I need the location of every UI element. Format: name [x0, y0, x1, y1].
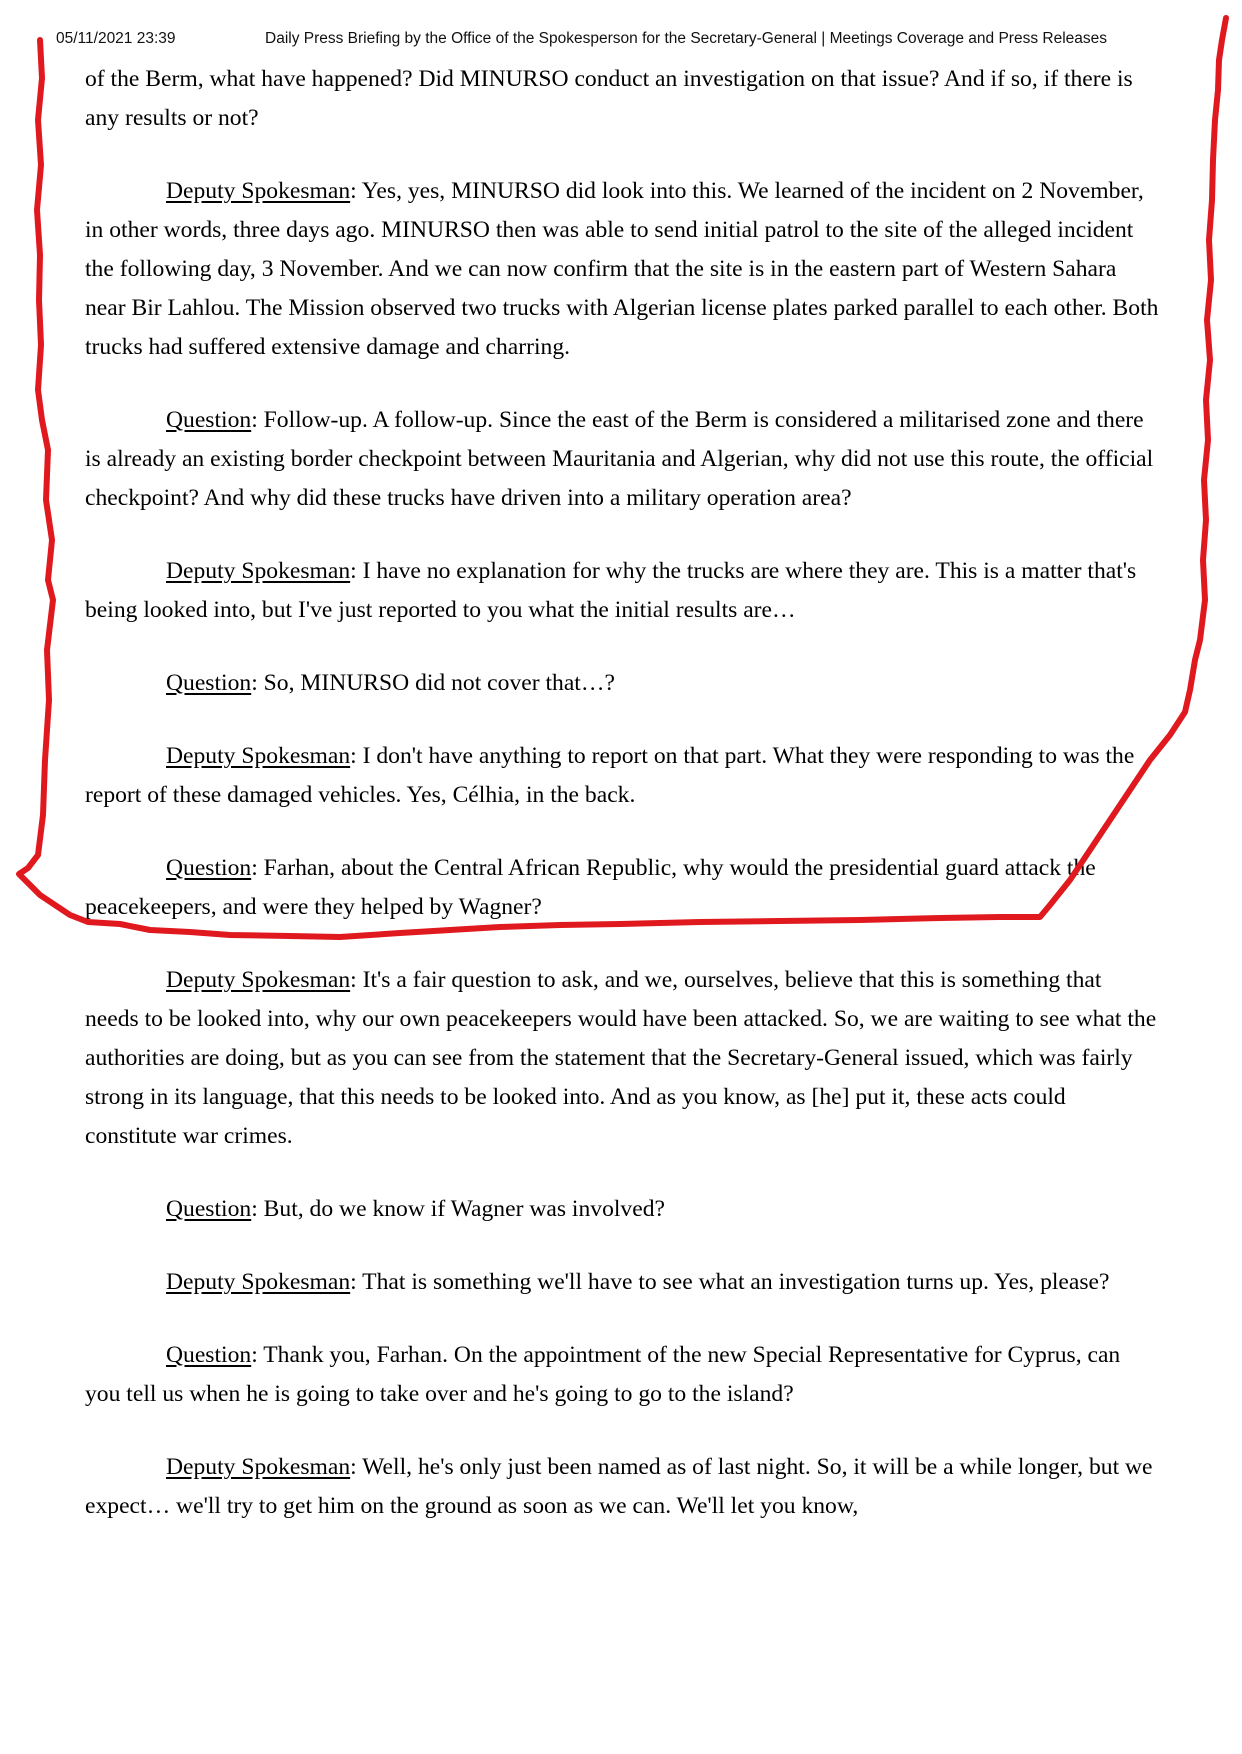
print-timestamp: 05/11/2021 23:39	[56, 30, 176, 47]
transcript-paragraph	[85, 961, 1160, 1156]
paragraph-text: : Follow-up. A follow-up. Since the east of the Berm is considered a militarised zone and there is already an existing border checkpoint between Mauritania and Algerian, why did not use this route, the official checkpoint? And why did these trucks have driven into a military operation area?	[85, 407, 1154, 511]
paragraph-text: : But, do we know if Wagner was involved?	[251, 1196, 665, 1222]
paragraph-text: of the Berm, what have happened? Did MINURSO conduct an investigation on that issue? And if so, if there is any results or not?	[85, 66, 1133, 131]
paragraph-text: : Well, he's only just been named as of last night. So, it will be a while longer, but we expect… we'll try to get him on the ground as soon as we can. We'll let you know,	[85, 1454, 1153, 1519]
speaker-label: Question	[166, 670, 252, 696]
speaker-label: Question	[166, 1342, 252, 1368]
transcript-paragraph	[85, 849, 1160, 927]
paragraph-text: : It's a fair question to ask, and we, ourselves, believe that this is something that needs to be looked into, why our own peacekeepers would have been attacked. So, we are waiting to see what the authorities are doing, but as you can see from the statement that the Secretary-General issued, which was fairly strong in its language, that this needs to be looked into. And as you know, as [he] put it, these acts could constitute war crimes.	[85, 967, 1157, 1149]
transcript-paragraph	[85, 552, 1160, 630]
print-page-title: Daily Press Briefing by the Office of the Spokesperson for the Secretary-General | Meetings Coverage and Press Releases	[265, 30, 1108, 47]
transcript-paragraph	[85, 1336, 1160, 1414]
speaker-label: Deputy Spokesman	[166, 743, 351, 769]
transcript-paragraph	[85, 1190, 1160, 1229]
speaker-label: Deputy Spokesman	[166, 967, 351, 993]
transcript-paragraph	[85, 172, 1160, 367]
speaker-label: Question	[166, 1196, 252, 1222]
paragraph-text: : I have no explanation for why the trucks are where they are. This is a matter that's being looked into, but I've just reported to you what the initial results are…	[85, 558, 1137, 623]
transcript-paragraph	[85, 60, 1160, 138]
paragraph-text: : So, MINURSO did not cover that…?	[251, 670, 615, 696]
print-header	[56, 30, 1172, 54]
paragraph-text: : Thank you, Farhan. On the appointment of the new Special Representative for Cyprus, can you tell us when he is going to take over and he's going to go to the island?	[85, 1342, 1121, 1407]
speaker-label: Deputy Spokesman	[166, 558, 351, 584]
transcript-paragraph	[85, 1448, 1160, 1526]
transcript-paragraph	[85, 737, 1160, 815]
paragraph-text: : That is something we'll have to see what an investigation turns up. Yes, please?	[350, 1269, 1110, 1295]
paragraph-text: : Yes, yes, MINURSO did look into this. We learned of the incident on 2 November, in other words, three days ago. MINURSO then was able to send initial patrol to the site of the alleged incident the following day, 3 November. And we can now confirm that the site is in the eastern part of Western Sahara near Bir Lahlou. The Mission observed two trucks with Algerian license plates parked parallel to each other. Both trucks had suffered extensive damage and charring.	[85, 178, 1159, 360]
speaker-label: Question	[166, 407, 252, 433]
speaker-label: Deputy Spokesman	[166, 1269, 351, 1295]
speaker-label: Deputy Spokesman	[166, 178, 351, 204]
speaker-label: Question	[166, 855, 252, 881]
speaker-label: Deputy Spokesman	[166, 1454, 351, 1480]
transcript-paragraph	[85, 401, 1160, 518]
paragraph-text: : I don't have anything to report on that part. What they were responding to was the report of these damaged vehicles. Yes, Célhia, in the back.	[85, 743, 1135, 808]
paragraph-text: : Farhan, about the Central African Republic, why would the presidential guard attack the peacekeepers, and were they helped by Wagner?	[85, 855, 1096, 920]
transcript-body	[85, 60, 1160, 1560]
transcript-paragraph	[85, 664, 1160, 703]
transcript-paragraph	[85, 1263, 1160, 1302]
